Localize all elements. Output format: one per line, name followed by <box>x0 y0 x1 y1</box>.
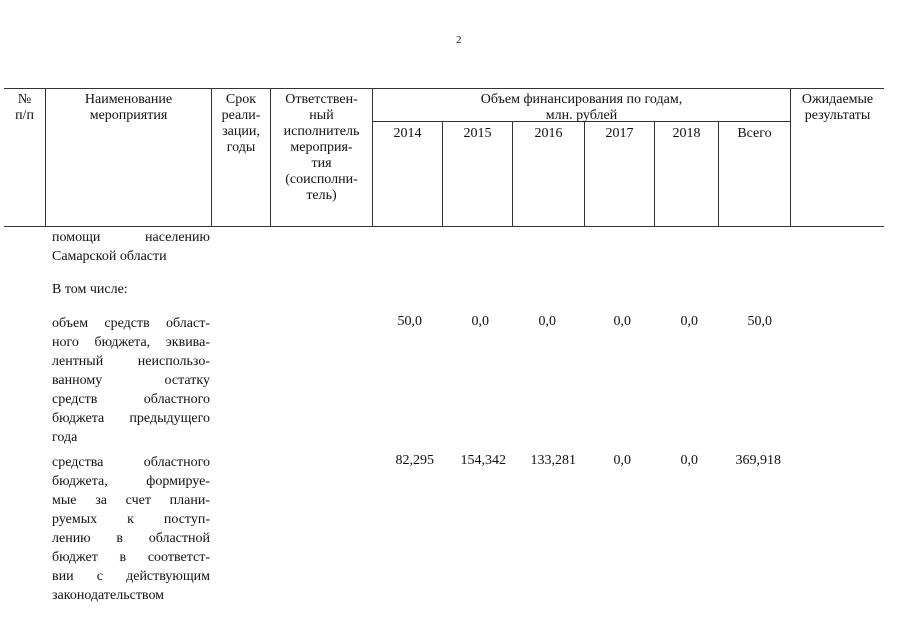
header-year-2016: 2016 <box>534 126 563 141</box>
header-results: Ожидаемые результаты <box>801 92 874 123</box>
header-year-2018: 2018 <box>672 126 701 141</box>
value-2017: 0,0 <box>613 453 631 468</box>
table-row: средства областного бюджета, формируе- мые за счет плани- руемых к поступ- лению в областной бюджет в соответст- вии с действующим законодательством <box>52 455 210 603</box>
table-header-top-border <box>4 88 884 89</box>
value-2015: 0,0 <box>471 314 489 329</box>
table-header-bottom-border <box>4 226 884 227</box>
value-2015: 154,342 <box>460 453 506 468</box>
header-number: № п/п <box>15 92 34 123</box>
header-total: Всего <box>737 126 772 141</box>
value-2014: 50,0 <box>397 314 422 329</box>
header-year-2015: 2015 <box>463 126 492 141</box>
header-funding: Объем финансирования по годам, млн. рублей <box>480 92 683 123</box>
value-2016: 133,281 <box>530 453 576 468</box>
header-year-2017: 2017 <box>605 126 634 141</box>
value-2018: 0,0 <box>680 314 698 329</box>
value-total: 50,0 <box>747 314 772 329</box>
table-row: В том числе: <box>52 282 128 297</box>
header-executor: Ответствен- ный исполнитель мероприя- тия (соисполни- тель) <box>283 92 360 203</box>
value-2014: 82,295 <box>395 453 434 468</box>
value-2018: 0,0 <box>680 453 698 468</box>
value-total: 369,918 <box>735 453 781 468</box>
value-2017: 0,0 <box>613 314 631 329</box>
table-row: помощи населению Самарской области <box>52 230 210 264</box>
page-number: 2 <box>456 34 462 46</box>
value-2016: 0,0 <box>538 314 556 329</box>
header-term: Срок реали- зации, годы <box>221 92 261 155</box>
header-name: Наименование мероприятия <box>84 92 173 123</box>
table-row: объем средств област- ного бюджета, эквива- лентный неиспользо- ванному остатку средств областного бюджета предыдущего года <box>52 316 210 445</box>
header-year-2014: 2014 <box>393 126 422 141</box>
